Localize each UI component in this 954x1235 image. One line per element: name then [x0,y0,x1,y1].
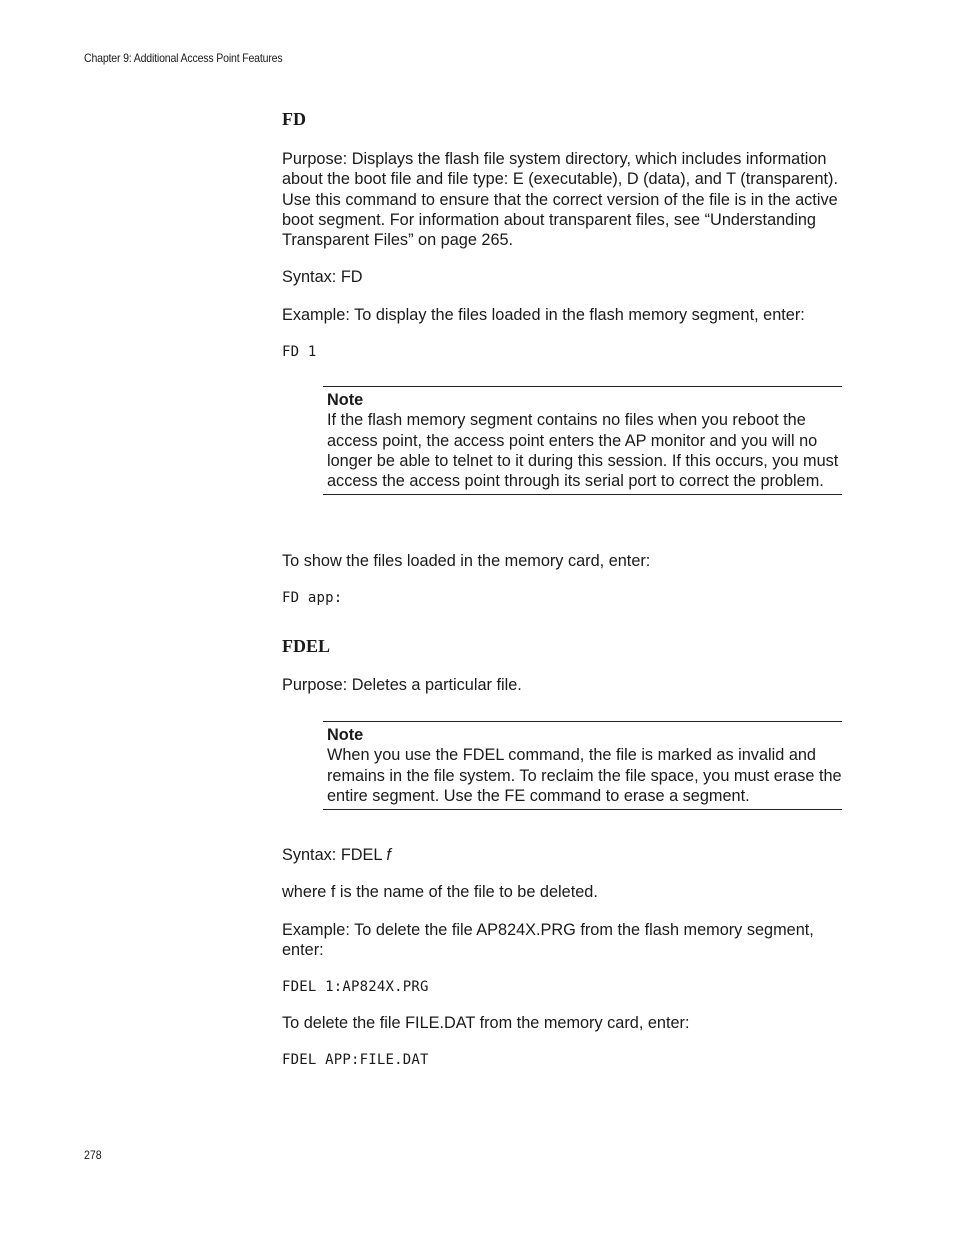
fd-syntax: Syntax: FD [282,268,363,286]
fd-note-text: If the flash memory segment contains no files when you reboot the access point, the access point enters the AP monitor and you will no longer be able to telnet to it during this session. If this occurs, you must access the access point through its serial port to correct the problem. [327,411,839,491]
fdel-syntax-prefix: Syntax: FDEL [282,846,387,864]
fdel-card-text: To delete the file FILE.DAT from the memory card, enter: [282,1014,690,1032]
fd-example: Example: To display the files loaded in the flash memory segment, enter: [282,306,805,324]
fd-example-code: FD 1 [282,344,317,360]
fdel-note-title: Note [327,726,364,744]
fd-note [323,386,842,495]
running-header: Chapter 9: Additional Access Point Features [84,51,283,65]
fdel-heading: FDEL [282,636,331,656]
page-number: 278 [84,1148,102,1162]
fdel-purpose: Purpose: Deletes a particular file. [282,676,522,694]
fd-card-text: To show the files loaded in the memory card, enter: [282,552,651,570]
fdel-card-code: FDEL APP:FILE.DAT [282,1052,429,1068]
fdel-where: where f is the name of the file to be deleted. [282,883,598,901]
fdel-note [323,721,842,810]
fdel-note-text: When you use the FDEL command, the file is marked as invalid and remains in the file system. To reclaim the file space, you must erase the entire segment. Use the FE command to erase a segment. [327,746,842,805]
fdel-example-code: FDEL 1:AP824X.PRG [282,979,429,995]
fdel-syntax [282,845,844,865]
fdel-syntax-arg: f [386,846,391,864]
fd-note-title: Note [327,391,364,409]
fd-card-code: FD app: [282,590,343,606]
fd-heading: FD [282,109,306,129]
fd-purpose: Purpose: Displays the flash file system directory, which includes information about the boot file and file type: E (executable), D (data), and T (transparent). Use this command to ensure that the correct version of the file is in the active boot segment. For information about transparent files, see “Understanding Transparent Files” on page 265. [282,150,838,250]
fdel-example: Example: To delete the file AP824X.PRG from the flash memory segment, enter: [282,921,814,960]
